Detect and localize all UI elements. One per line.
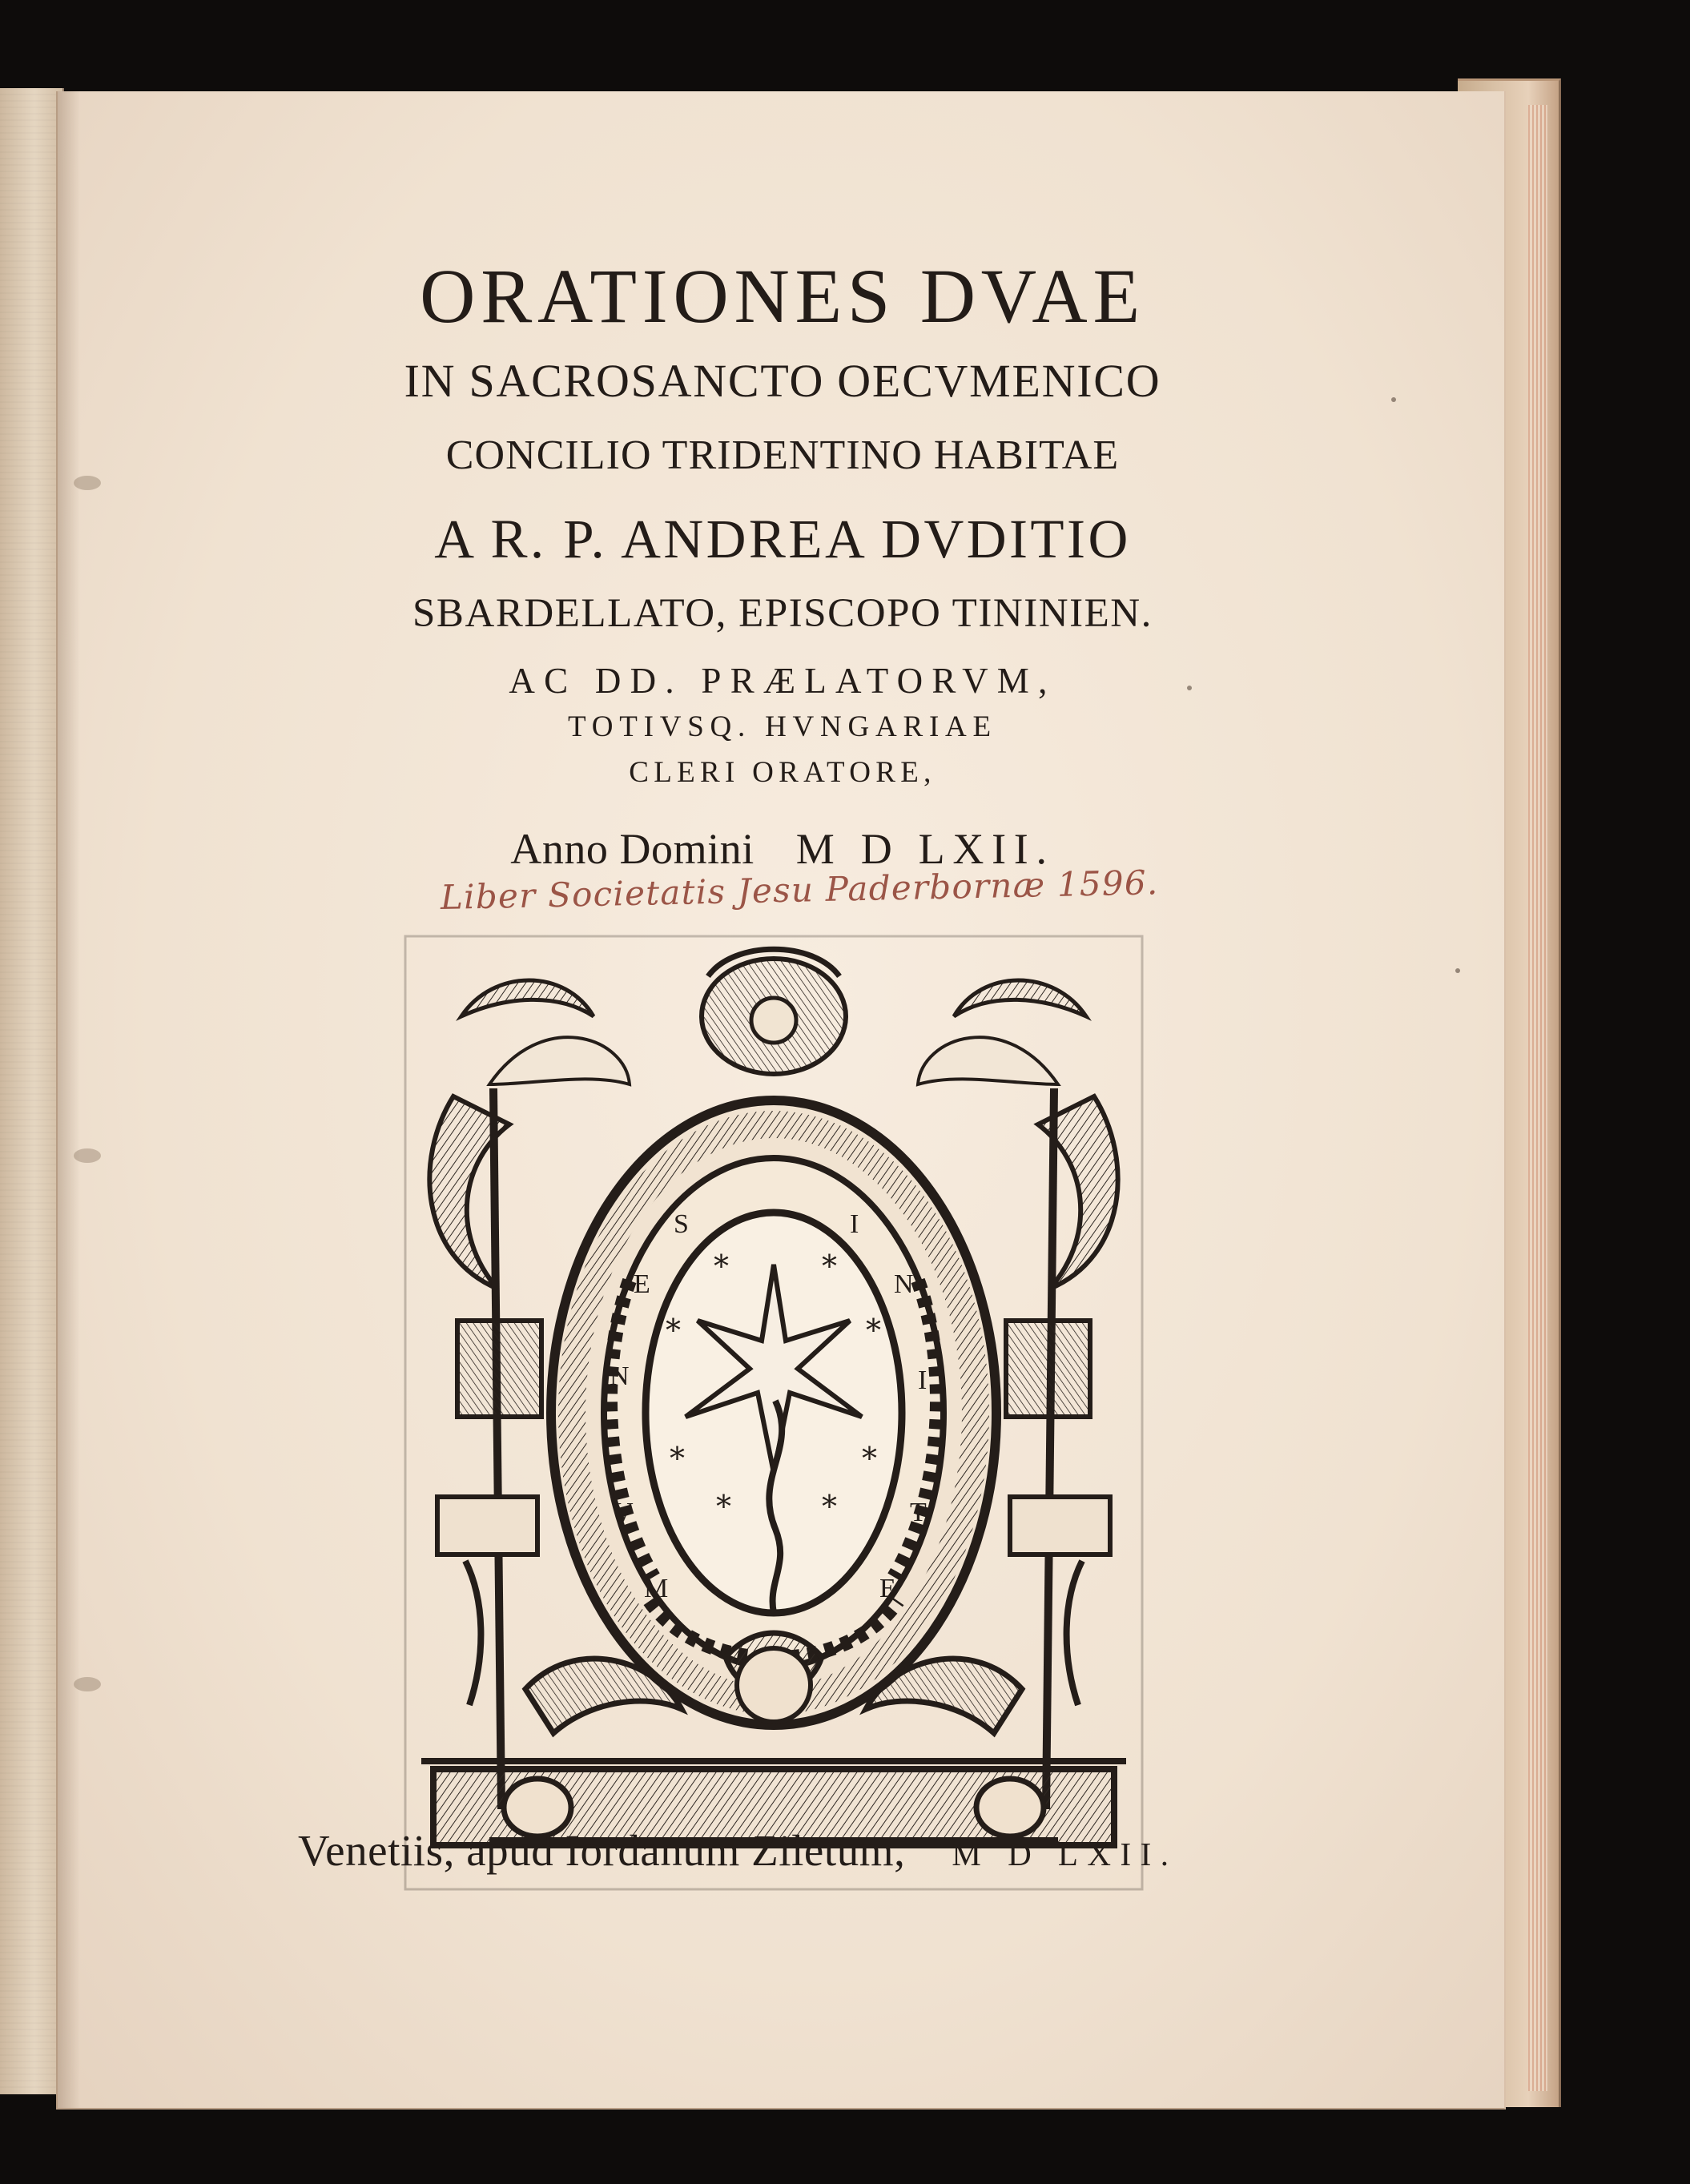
mark-letter-right-2: N (894, 1269, 914, 1299)
imprint-label: Venetiis, apud Iordanum Ziletum, (298, 1826, 906, 1875)
binding-mark (74, 1677, 101, 1691)
anno-year: M D LXII. (795, 825, 1055, 873)
author-line: A R. P. ANDREA DVDITIO (434, 509, 1131, 569)
mark-letter-left-5: M (644, 1574, 669, 1603)
mark-letter-right-4: T (910, 1498, 927, 1527)
mark-letter-left-1: S (674, 1209, 689, 1239)
mark-letter-right-3: I (918, 1366, 927, 1395)
mark-letter-right-1: I (850, 1209, 859, 1239)
subtitle-line-1: IN SACROSANCTO OECVMENICO (404, 355, 1161, 407)
paper-speck (1187, 686, 1192, 690)
prelates-line: AC DD. PRÆLATORVM, (509, 661, 1056, 701)
book-title: ORATIONES DVAE (420, 253, 1145, 339)
imprint-year: M D LXII. (952, 1836, 1178, 1872)
svg-text:*: * (716, 1489, 731, 1524)
paper-speck (1455, 968, 1460, 973)
anno-label: Anno Domini (510, 825, 754, 873)
mark-letter-left-3: N (610, 1361, 630, 1391)
svg-text:*: * (670, 1441, 685, 1476)
svg-text:*: * (866, 1313, 881, 1348)
printer-mark-illustration (389, 920, 1158, 1905)
svg-text:*: * (666, 1313, 681, 1348)
svg-text:*: * (714, 1249, 729, 1284)
imprint-line (298, 1825, 1339, 1876)
bishopric-line: SBARDELLATO, EPISCOPO TININIEN. (412, 591, 1153, 636)
svg-text:*: * (822, 1249, 837, 1284)
title-page (56, 91, 1506, 2110)
svg-text:*: * (862, 1441, 877, 1476)
clergy-line: CLERI ORATORE, (629, 756, 936, 789)
hungary-line: TOTIVSQ. HVNGARIAE (568, 710, 997, 743)
mark-letter-right-5: E (879, 1574, 896, 1603)
mark-letter-left-4: V (614, 1498, 634, 1527)
mark-letter-left-2: E (634, 1269, 650, 1299)
printer-mark-woodcut (389, 920, 1158, 1905)
paper-speck (1391, 397, 1396, 402)
svg-text:*: * (822, 1489, 837, 1524)
subtitle-line-2: CONCILIO TRIDENTINO HABITAE (445, 432, 1120, 478)
binding-mark (74, 1148, 101, 1163)
left-facing-page (0, 88, 64, 2094)
ownership-inscription: Liber Societatis Jesu Paderbornæ 1596. (440, 863, 1159, 917)
